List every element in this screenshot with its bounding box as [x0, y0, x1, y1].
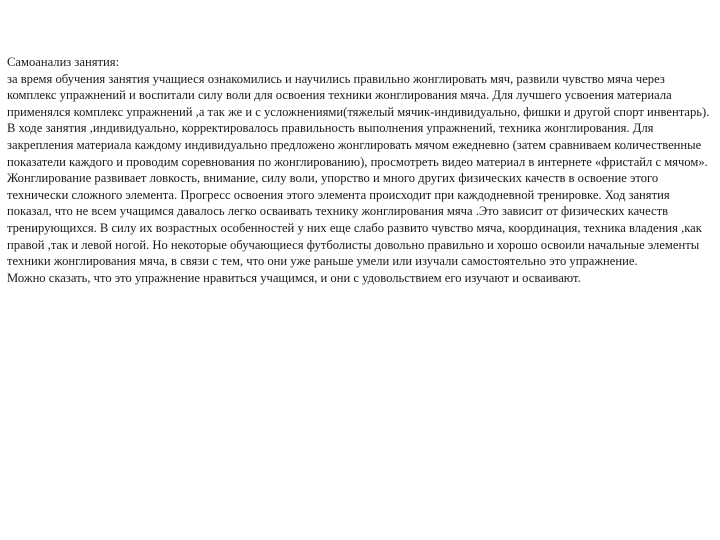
document-text: [7, 54, 715, 286]
document-heading: Самоанализ занятия:: [7, 55, 120, 69]
paragraph-main: за время обучения занятия учащиеся ознакомились и научились правильно жонглировать мяч, развили чувство мяча через комплекс упражнений и воспитали силу воли для освоения техники жонглирования мяча. Для лучшего усвоения материала применялся комплекс упражнений ,а так же и с усложнениями(тяжелый мячик-индивидуально, фишки и другой спорт инвентарь). В ходе занятия ,индивидуально, корректировалось правильность выполнения упражнений, техника жонглирования. Для закрепления материала каждому индивидуально предложено жонглировать мячом ежедневно (затем сравниваем количественные показатели каждого и проводим соревнования по жонглированию), просмотреть видео материал в интернете «фристайл с мячом». Жонглирование развивает ловкость, внимание, силу воли, упорство и много других физических качеств в освоение этого технически сложного элемента. Прогресс освоения этого элемента происходит при каждодневной тренировке. Ход занятия показал, что не всем учащимся давалось легко осваивать технику жонглирования мяча .Это зависит от физических качеств тренирующихся. В силу их возрастных особенностей у них еще слабо развито чувство мяча, координация, техника владения ,как правой ,так и левой ногой. Но некоторые обучающиеся футболисты довольно правильно и хорошо освоили начальные элементы техники жонглирования мяча, в связи с тем, что они уже раньше умели или изучали самостоятельно это упражнение.: [7, 71, 710, 269]
paragraph-conclusion: Можно сказать, что это упражнение нравиться учащимся, и они с удовольствием его изучают и осваивают.: [7, 270, 581, 285]
